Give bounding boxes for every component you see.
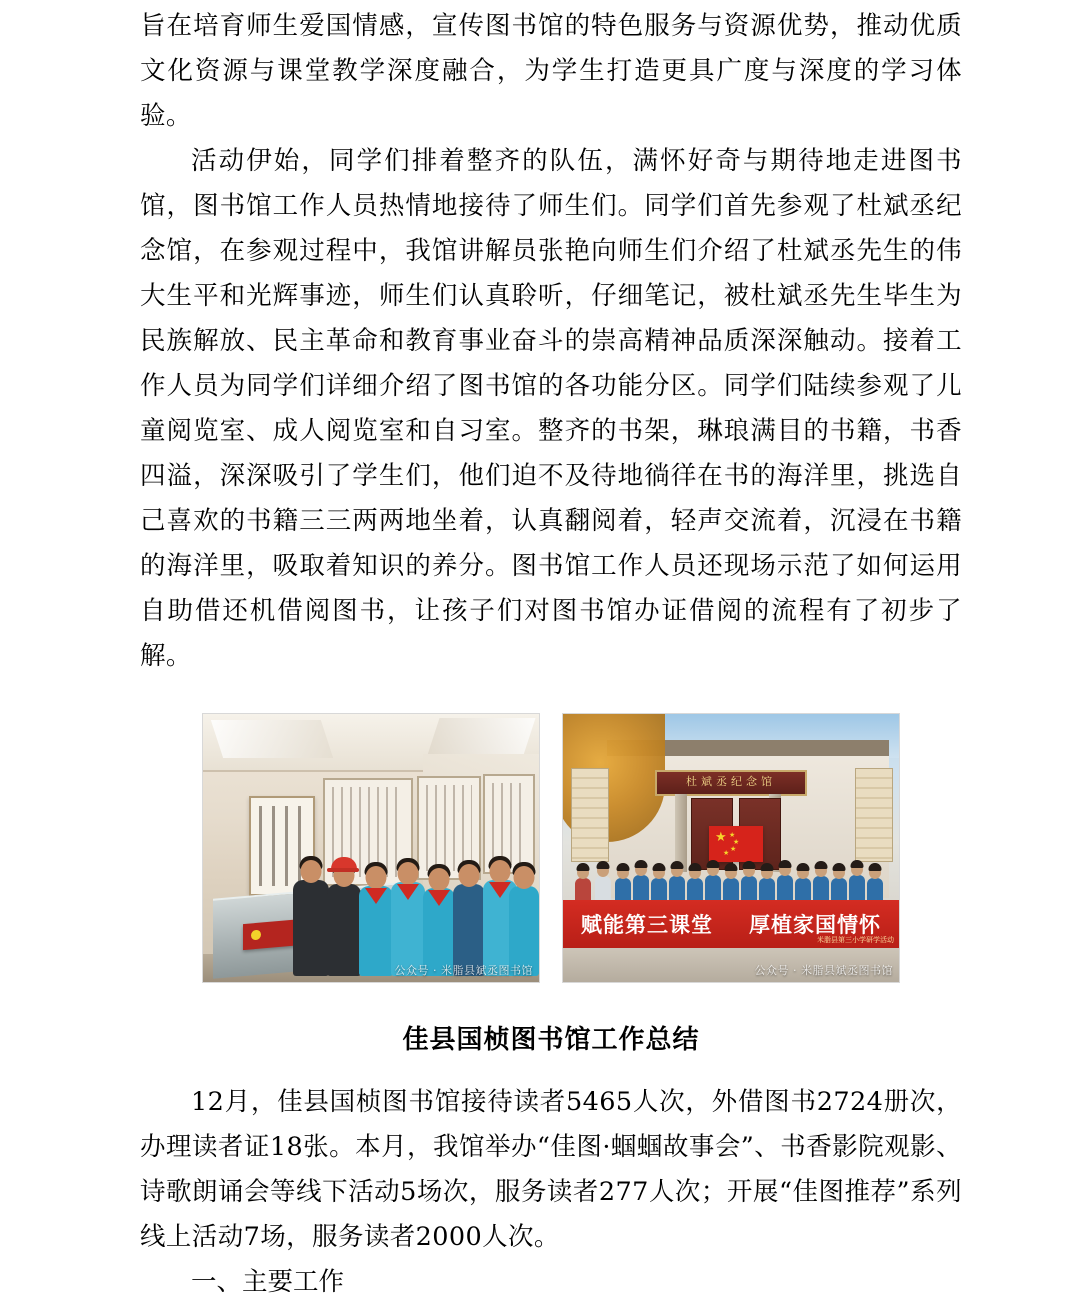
paragraph-activity: 活动伊始，同学们排着整齐的队伍，满怀好奇与期待地走进图书馆，图书馆工作人员热情地接待了师生们。同学们首先参观了杜斌丞纪念馆，在参观过程中，我馆讲解员张艳向师生们介绍了杜斌丞先生的伟大生平和光辉事迹，师生们认真聆听，仔细笔记，被杜斌丞先生毕生为民族解放、民主革命和教育事业奋斗的崇高精神品质深深触动。接着工作人员为同学们详细介绍了图书馆的各功能分区。同学们陆续参观了儿童阅览室、成人阅览室和自习室。整齐的书架，琳琅满目的书籍，书香四溢，深深吸引了学生们，他们迫不及待地徜徉在书的海洋里，挑选自己喜欢的书籍三三两两地坐着，认真翻阅着，轻声交流着，沉浸在书籍的海洋里，吸取着知识的养分。图书馆工作人员还现场示范了如何运用自助借还机借阅图书，让孩子们对图书馆办证借阅的流程有了初步了解。 xyxy=(140,146,962,671)
student-figure xyxy=(359,886,393,976)
flag-star: ★ xyxy=(730,845,737,853)
page-title: 佳县国桢图书馆工作总结 xyxy=(402,1025,700,1055)
wall-poster-left xyxy=(571,768,609,862)
photo-watermark: 公众号 · 米脂县斌丞图书馆 xyxy=(754,964,893,977)
photo-memorial-hall-visit xyxy=(202,713,540,983)
flag-star: ★ xyxy=(715,830,727,845)
photo-watermark: 公众号 · 米脂县斌丞图书馆 xyxy=(394,964,533,977)
student-figure xyxy=(293,880,329,976)
flag-star: ★ xyxy=(733,838,740,846)
banner-text-left: 赋能第三课堂 xyxy=(581,913,713,937)
banner-text-right: 厚植家国情怀 xyxy=(749,913,881,937)
building-sign: 杜斌丞纪念馆 xyxy=(655,770,807,796)
wall-poster-right xyxy=(855,768,893,862)
paragraph-intro: 旨在培育师生爱国情感，宣传图书馆的特色服务与资源优势，推动优质文化资源与课堂教学深度融合，为学生打造更具广度与深度的学习体验。 xyxy=(140,11,962,131)
photo-row xyxy=(140,713,962,983)
flag-star: ★ xyxy=(723,849,730,857)
section-heading-main-work: 一、主要工作 xyxy=(191,1267,345,1297)
ceiling-light-left xyxy=(211,720,333,758)
ceiling-light-right xyxy=(427,718,536,758)
spacer xyxy=(140,1056,962,1080)
paragraph-summary: 12月，佳县国桢图书馆接待读者5465人次，外借图书2724册次，办理读者证18张。本月，我馆举办“佳图·蝈蝈故事会”、书香影院观影、诗歌朗诵会等线下活动5场次，服务读者277人次；开展“佳图推荐”系列线上活动7场，服务读者2000人次。 xyxy=(140,1087,962,1252)
event-banner xyxy=(563,900,899,948)
student-figure xyxy=(327,884,361,976)
flag-star: ★ xyxy=(729,831,736,839)
banner-corner-text: 米脂县第三小学研学活动 xyxy=(817,936,894,944)
photo-group-outdoor xyxy=(562,713,900,983)
